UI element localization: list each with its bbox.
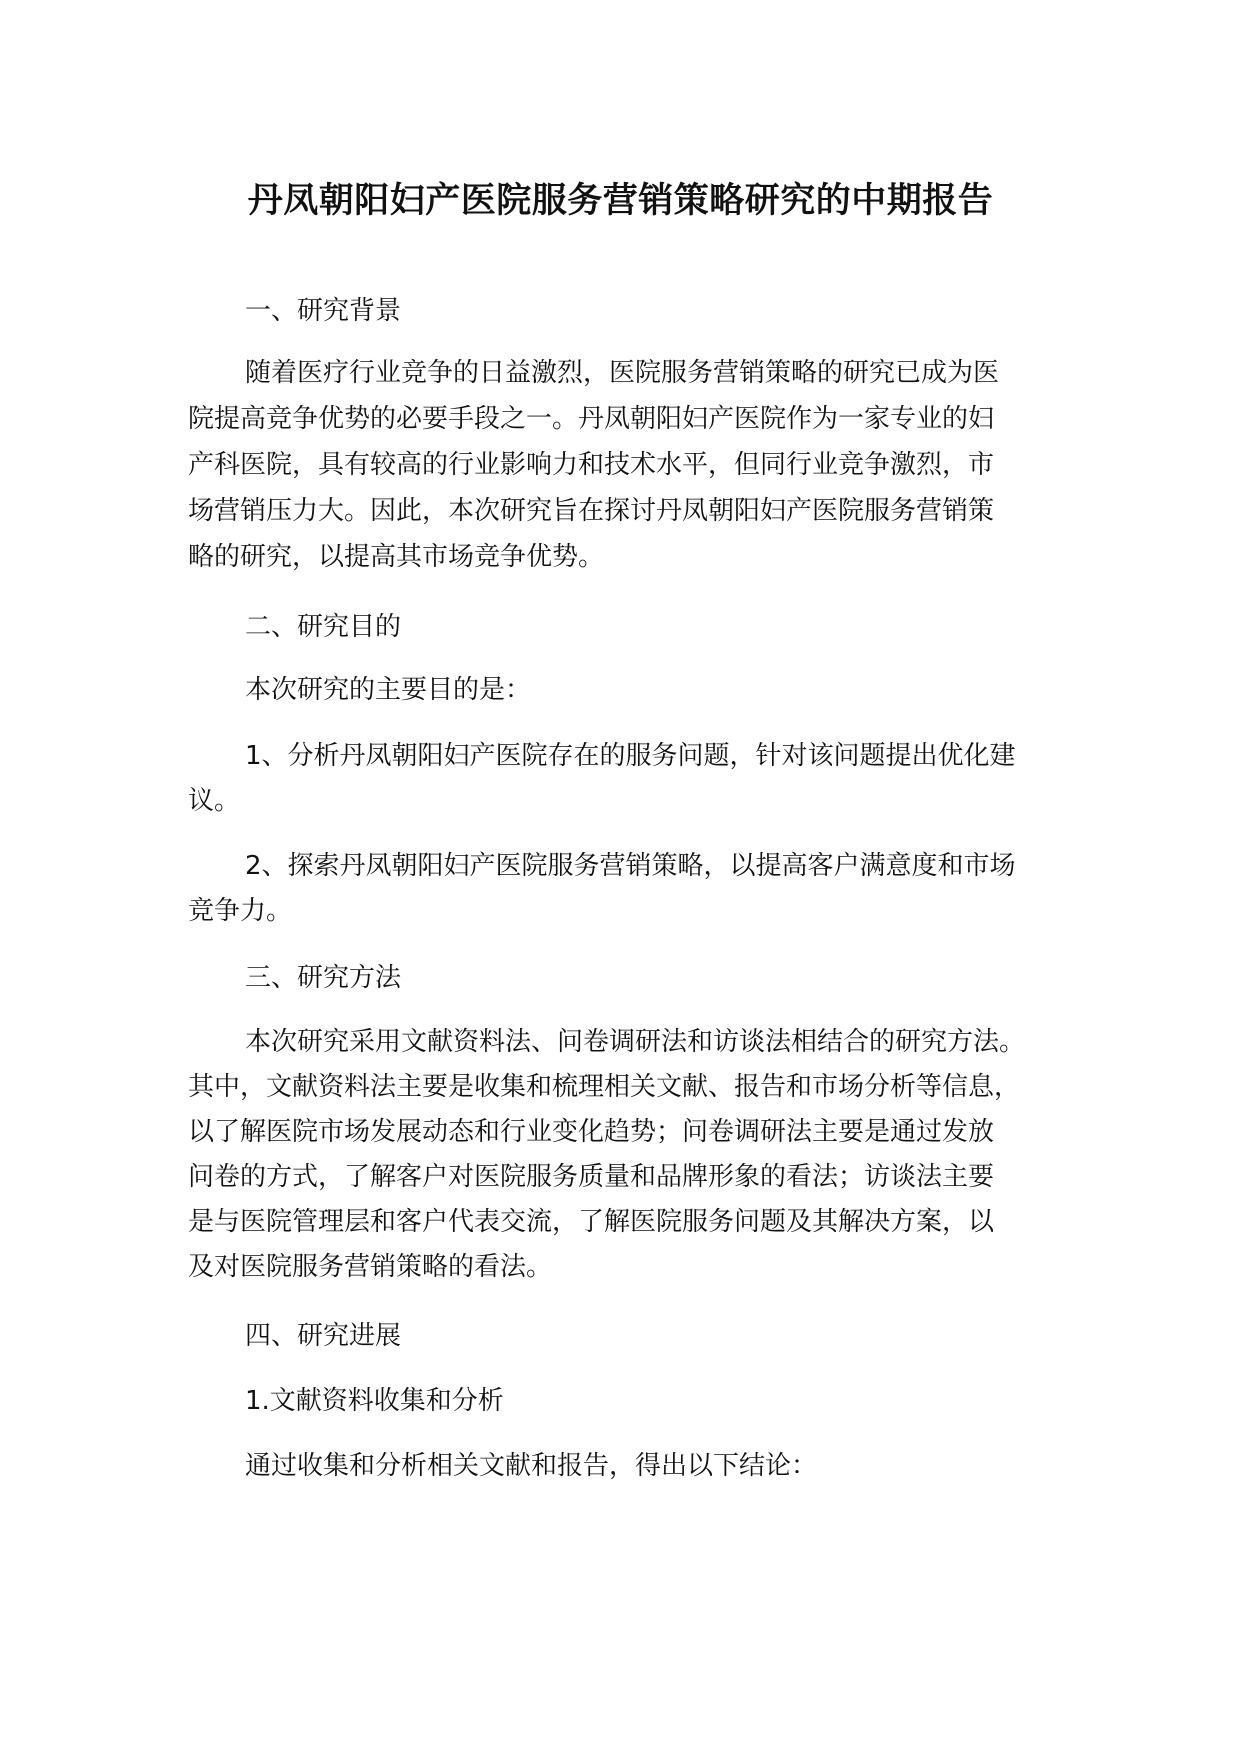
paragraph-line: 通过收集和分析相关文献和报告，得出以下结论： [245, 1451, 818, 1481]
paragraph-line: 及对医院服务营销策略的看法。 [188, 1252, 553, 1282]
list-item-line: 2、探索丹凤朝阳妇产医院服务营销策略，以提高客户满意度和市场 [245, 851, 1016, 881]
section-heading-progress: 四、研究进展 [245, 1321, 402, 1351]
paragraph-line: 产科医院，具有较高的行业影响力和技术水平，但同行业竞争激烈，市 [188, 450, 995, 480]
paragraph-line: 其中，文献资料法主要是收集和梳理相关文献、报告和市场分析等信息， [188, 1072, 1021, 1102]
section-heading-purpose: 二、研究目的 [245, 612, 402, 642]
paragraph-line: 场营销压力大。因此，本次研究旨在探讨丹凤朝阳妇产医院服务营销策 [188, 496, 995, 526]
document-title: 丹凤朝阳妇产医院服务营销策略研究的中期报告 [247, 181, 994, 221]
paragraph-line: 是与医院管理层和客户代表交流，了解医院服务问题及其解决方案，以 [188, 1207, 995, 1237]
paragraph-line: 随着医疗行业竞争的日益激烈，医院服务营销策略的研究已成为医 [245, 358, 1000, 388]
section-heading-method: 三、研究方法 [245, 963, 402, 993]
paragraph-line: 本次研究的主要目的是： [245, 675, 532, 705]
list-item-line: 1、分析丹凤朝阳妇产医院存在的服务问题，针对该问题提出优化建 [245, 741, 1016, 771]
subsection-heading: 1.文献资料收集和分析 [245, 1386, 504, 1416]
paragraph-line: 本次研究采用文献资料法、问卷调研法和访谈法相结合的研究方法。 [245, 1027, 1026, 1057]
paragraph-line: 以了解医院市场发展动态和行业变化趋势；问卷调研法主要是通过发放 [188, 1117, 995, 1147]
paragraph-line: 院提高竞争优势的必要手段之一。丹凤朝阳妇产医院作为一家专业的妇 [188, 404, 995, 434]
list-item-line: 议。 [188, 786, 241, 816]
paragraph-line: 问卷的方式，了解客户对医院服务质量和品牌形象的看法；访谈法主要 [188, 1162, 995, 1192]
section-heading-background: 一、研究背景 [245, 296, 402, 326]
paragraph-line: 略的研究，以提高其市场竞争优势。 [188, 542, 605, 572]
list-item-line: 竞争力。 [188, 896, 293, 926]
